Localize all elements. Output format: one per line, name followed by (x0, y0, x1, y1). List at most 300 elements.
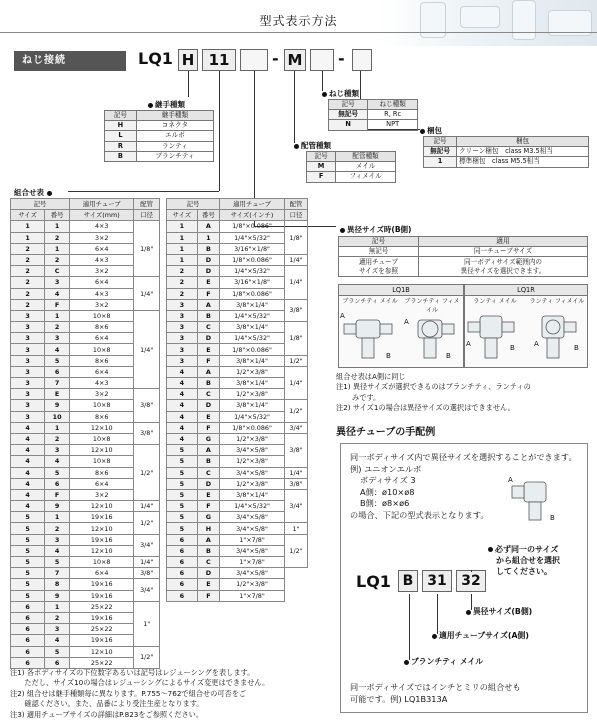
packaging-table: 記号 梱包 無記号 クリーン梱包 class M3.5相当 1 標準梱包 class M5.5相当 (423, 136, 589, 168)
tube-size-cell: 1/2"×3/8" (220, 433, 285, 444)
tube-size-cell: 10×8 (70, 456, 134, 467)
code-cell: 3 (11, 366, 45, 377)
port-size-cell: 3/8" (284, 433, 307, 467)
code-cell: C (197, 322, 219, 333)
table-row (11, 568, 160, 579)
code-cell: F (197, 590, 219, 601)
code-cell: 3 (45, 624, 70, 635)
code-cell: 1 (45, 601, 70, 612)
diff-size-label: 異径サイズ時(B側) (340, 224, 411, 235)
code-fitting-box: H (178, 49, 198, 71)
port-size-cell: 1/4" (284, 366, 307, 400)
code-cell: F (45, 489, 70, 500)
code-cell: A (197, 445, 219, 456)
tube-size-cell: 19×16 (70, 635, 134, 646)
label-b: B (550, 514, 555, 522)
howto-line: 可能です。例) LQ1B313A (350, 693, 448, 704)
label-b: B (446, 352, 451, 360)
port-size-cell: 1/8" (284, 221, 307, 255)
code-cell: 1 (167, 254, 198, 265)
code-cell: E (197, 411, 219, 422)
code-cell: 3 (11, 400, 45, 411)
code-cell: 3 (167, 299, 198, 310)
howto-footer (350, 682, 586, 705)
table-row (11, 310, 160, 321)
code-cell: 5 (167, 456, 198, 467)
code-cell: 2 (45, 254, 70, 265)
code-cell: 6 (11, 635, 45, 646)
tube-size-cell: 1/8"×0.086" (220, 288, 285, 299)
tube-size-cell: 3/16"×1/8" (220, 243, 285, 254)
code-cell: D (197, 266, 219, 277)
tube-size-cell: 1/4"×5/32" (220, 266, 285, 277)
code-cell: E (197, 579, 219, 590)
port-size-cell: 3/8" (134, 568, 160, 579)
port-size-cell: 1/2" (284, 400, 307, 422)
tube-size-cell: 3/4"×5/8" (220, 445, 285, 456)
tube-size-cell: 8×6 (70, 355, 134, 366)
howto-line: 例) ユニオンエルボ (350, 463, 422, 474)
fitting-illustrations (338, 296, 588, 368)
table-row (167, 422, 308, 433)
bullet-icon (488, 547, 493, 552)
tube-size-cell: 3/8"×1/4" (220, 299, 285, 310)
table-row (167, 366, 308, 377)
howto-line: 同一ボディサイズ内で異径サイズを選択することができます。 (350, 452, 577, 462)
table-row (167, 299, 308, 310)
table-row (11, 277, 160, 288)
code-cell: 9 (45, 590, 70, 601)
table-row (167, 221, 308, 232)
code-cell: C (197, 389, 219, 400)
tube-size-cell: 3/8"×1/4" (220, 400, 285, 411)
port-size-cell: 1/8" (134, 221, 160, 277)
code-cell: 3 (11, 344, 45, 355)
table-row (167, 568, 308, 579)
howto-line: の場合、下記の型式表示となります。 (350, 509, 489, 520)
tube-size-cell: 3/4"×5/8" (220, 545, 285, 556)
footnotes (10, 668, 340, 720)
code-cell: 4 (45, 635, 70, 646)
combo-caption: 組合せ表 (14, 187, 54, 198)
tube-size-cell: 1/2"×3/8" (220, 478, 285, 489)
title-divider (0, 32, 597, 33)
code-cell: 3 (11, 411, 45, 422)
thread-type-label: ねじ種類 (322, 88, 359, 99)
table-row (11, 646, 160, 657)
footnote: 注3) 適用チューブサイズの詳細はP.823をご参照ください。 (10, 709, 204, 719)
leader-line (188, 71, 189, 97)
tube-size-cell: 1/4"×5/32" (220, 411, 285, 422)
panel-header: LQ1B (339, 285, 463, 296)
code-cell: 2 (45, 232, 70, 243)
tube-size-cell: 1"×7/8" (220, 557, 285, 568)
port-size-cell: 3/4" (134, 579, 160, 601)
code-cell: 4 (11, 489, 45, 500)
tube-size-cell: 12×10 (70, 501, 134, 512)
code-cell: G (197, 433, 219, 444)
tube-size-cell: 1/4"×5/32" (220, 232, 285, 243)
code-cell: 5 (167, 512, 198, 523)
code-cell: 1 (45, 310, 70, 321)
tube-size-cell: 12×10 (70, 545, 134, 556)
label-a: A (466, 340, 471, 348)
code-cell: 6 (11, 624, 45, 635)
code-cell: 5 (167, 478, 198, 489)
code-cell: 4 (11, 433, 45, 444)
code-cell: G (197, 512, 219, 523)
panel-header: LQ1R (465, 285, 587, 296)
combo-table-mm: 記号 適用チューブ 配管 サイズ 番号 サイズ(mm) 口径 1 1 4×3 1/8" 1 2 3×2 2 1 6×4 2 2 4×3 2 C 3×2 2 3 6×4 1/4" 2 4 4×3 2 F 3×2 3 1 10×8 1/4" 3 2 8×6 3 3 6×4 3 4 10×8 3 5 8×6 3 6 6×4 3 7 4×3 3 E 3×2 3/8" 3 9 10×8 3 10 8×6 4 1 12×10 3/8" 4 2 10×8 4 3 12×10 1/2" 4 4 10×8 4 5 8×6 4 6 6×4 4 F 3×2 4 9 12×10 1/4" 5 1 19×16 1/2" 5 2 12×10 5 3 19×16 3/4" 5 4 12×10 5 5 10×8 1/4" 5 7 6×4 3/8" 5 8 19×16 3/4" 5 9 19×16 6 1 25×22 1" 6 2 19×16 6 3 25×22 6 4 19×16 6 5 12×10 1/2" 6 6 25×22 (10, 198, 160, 669)
code-cell: E (197, 489, 219, 500)
code-cell: C (45, 266, 70, 277)
code-cell: 2 (11, 243, 45, 254)
port-size-cell: 1" (134, 601, 160, 646)
code-cell: 4 (167, 378, 198, 389)
table-row: F フィメイル (307, 172, 396, 182)
code-dash: - (338, 49, 345, 68)
tube-size-cell: 1/8"×0.086" (220, 221, 285, 232)
code-cell: 5 (167, 445, 198, 456)
tube-size-cell: 25×22 (70, 624, 134, 635)
code-cell: 4 (167, 389, 198, 400)
table-row (167, 355, 308, 366)
bullet-icon (466, 610, 471, 615)
table-row: 1 標準梱包 class M5.5相当 (424, 157, 589, 167)
code-cell: 3 (167, 333, 198, 344)
table-row (167, 534, 308, 545)
code-dash: - (272, 49, 279, 68)
tube-size-cell: 19×16 (70, 579, 134, 590)
code-cell: F (197, 422, 219, 433)
code-cell: A (197, 221, 219, 232)
note-text: 組合せ表はA側に同じ (336, 372, 406, 381)
table-row (11, 557, 160, 568)
howto-line: B側：ø8×ø6 (360, 498, 410, 509)
page-title: 型式表示方法 (259, 14, 338, 28)
tube-size-cell: 12×10 (70, 523, 134, 534)
code-cell: 1 (11, 232, 45, 243)
code-cell: D (197, 478, 219, 489)
code-cell: D (197, 400, 219, 411)
table-row (11, 445, 160, 456)
code-cell: 4 (167, 433, 198, 444)
code-thread-box (310, 49, 334, 71)
table-row (11, 579, 160, 590)
bullet-icon (148, 103, 153, 108)
code-cell: F (197, 355, 219, 366)
code-cell: 3 (11, 378, 45, 389)
code-cell: 1 (45, 512, 70, 523)
tube-size-cell: 4×3 (70, 254, 134, 265)
code-cell: 4 (11, 478, 45, 489)
footnote: ただし、サイズ10の場合はレジューシングによるサイズ変更はできません。 (10, 678, 270, 688)
code-cell: C (197, 557, 219, 568)
port-size-cell: 3/8" (284, 478, 307, 489)
table-row (167, 523, 308, 534)
code-box: B (398, 570, 418, 592)
code-cell: 3 (11, 310, 45, 321)
code-cell: 5 (45, 355, 70, 366)
tube-size-cell: 6×4 (70, 568, 134, 579)
code-cell: 5 (167, 523, 198, 534)
code-cell: 6 (167, 545, 198, 556)
code-cell: 5 (11, 590, 45, 601)
tube-size-cell: 19×16 (70, 512, 134, 523)
table-row (167, 467, 308, 478)
port-size-cell: 1/2" (284, 534, 307, 568)
label-diff-size: 異径サイズ(B側) (466, 606, 532, 617)
code-cell: 7 (45, 568, 70, 579)
tube-size-cell: 3/8"×1/4" (220, 489, 285, 500)
code-cell: 5 (11, 512, 45, 523)
code-cell: 3 (11, 355, 45, 366)
port-size-cell: 1/2" (284, 355, 307, 366)
code-cell: 2 (45, 322, 70, 333)
tube-size-cell: 1/4"×5/32" (220, 501, 285, 512)
table-row (167, 433, 308, 444)
port-size-cell: 1/4" (134, 557, 160, 568)
table-row: 適用チューブ サイズを参照 同一ボディサイズ範囲内の 異径サイズを選択できます。 (339, 257, 588, 277)
code-cell: 5 (11, 557, 45, 568)
tube-size-cell: 4×3 (70, 378, 134, 389)
code-cell: 2 (11, 277, 45, 288)
code-cell: 6 (11, 601, 45, 612)
label-tube-size: 適用チューブサイズ(A側) (432, 630, 529, 641)
piping-type-label: 配管種類 (294, 140, 331, 151)
bullet-icon (404, 660, 409, 665)
code-cell: 4 (11, 467, 45, 478)
tube-size-cell: 8×6 (70, 411, 134, 422)
code-cell: C (197, 467, 219, 478)
leader-line (294, 71, 295, 143)
port-size-cell: 1" (284, 523, 307, 534)
table-row (11, 422, 160, 433)
code-packaging-box (352, 49, 372, 71)
label-a: A (404, 318, 409, 326)
bullet-icon (322, 92, 327, 97)
tube-size-cell: 1/8"×0.086" (220, 254, 285, 265)
table-row: 無記号 R, Rc (329, 110, 418, 120)
code-cell: 6 (167, 534, 198, 545)
code-cell: 1 (167, 232, 198, 243)
tube-size-cell: 19×16 (70, 590, 134, 601)
fitting-type-label: 継手種類 (148, 99, 185, 110)
tube-size-cell: 8×6 (70, 467, 134, 478)
code-cell: 5 (45, 467, 70, 478)
code-cell: H (197, 523, 219, 534)
packaging-label: 梱包 (420, 125, 442, 136)
label-a: A (340, 312, 345, 320)
tube-size-cell: 1/4"×5/32" (220, 333, 285, 344)
code-cell: A (197, 366, 219, 377)
bullet-icon (432, 634, 437, 639)
tube-size-cell: 6×4 (70, 478, 134, 489)
code-cell: B (197, 456, 219, 467)
fitting-type-table: 記号 継手種類 H コネクタ L エルボ R ランティ B ブランチティ (104, 110, 214, 162)
code-cell: 4 (11, 456, 45, 467)
code-cell: A (197, 534, 219, 545)
code-cell: E (45, 389, 70, 400)
label-a: A (534, 340, 539, 348)
illus-caption: ブランチティ フィメイル (404, 298, 460, 314)
code-cell: B (197, 310, 219, 321)
code-cell: D (197, 333, 219, 344)
tube-size-cell: 19×16 (70, 612, 134, 623)
tube-size-cell: 1/2"×3/8" (220, 366, 285, 377)
tube-size-cell: 3/8"×1/4" (220, 355, 285, 366)
table-row (11, 389, 160, 400)
table-row (167, 266, 308, 277)
code-size-box: 11 (202, 49, 236, 71)
code-box: 32 (456, 570, 486, 592)
code-cell: A (197, 299, 219, 310)
code-cell: 5 (167, 501, 198, 512)
code-cell: 3 (167, 310, 198, 321)
code-cell: B (197, 378, 219, 389)
code-cell: 6 (167, 568, 198, 579)
code-cell: 6 (45, 478, 70, 489)
footnote: 確認ください。また、品番により受注生産となります。 (10, 699, 204, 709)
code-cell: 2 (167, 277, 198, 288)
label-b: B (386, 352, 391, 360)
code-cell: 3 (45, 445, 70, 456)
code-cell: 7 (45, 378, 70, 389)
port-size-cell: 3/4" (284, 489, 307, 523)
tube-size-cell: 1/4"×5/32" (220, 310, 285, 321)
tube-size-cell: 1/2"×3/8" (220, 579, 285, 590)
tube-size-cell: 19×16 (70, 534, 134, 545)
code-cell: 4 (45, 545, 70, 556)
label-b: B (574, 344, 579, 352)
howto-title: 異径チューブの手配例 (336, 427, 436, 438)
code-cell: 4 (167, 366, 198, 377)
code-cell: 5 (11, 579, 45, 590)
label-a: A (508, 476, 513, 484)
code-diff-box (240, 49, 268, 71)
tube-size-cell: 3/4"×5/8" (220, 523, 285, 534)
code-cell: 2 (167, 266, 198, 277)
illus-caption: ブランチティ メイル (342, 298, 398, 305)
code-cell: 9 (45, 400, 70, 411)
code-cell: F (45, 299, 70, 310)
code-cell: 1 (197, 232, 219, 243)
section-badge: ねじ接続 (14, 51, 126, 71)
note-text: みです。 (352, 392, 381, 402)
tube-size-cell: 12×10 (70, 646, 134, 657)
union-elbow-drawing (508, 470, 578, 530)
code-cell: B (197, 545, 219, 556)
code-cell: 1 (167, 221, 198, 232)
tube-size-cell: 12×10 (70, 445, 134, 456)
code-cell: 10 (45, 411, 70, 422)
tube-size-cell: 3×2 (70, 232, 134, 243)
port-size-cell: 1/4" (284, 266, 307, 300)
tube-size-cell: 12×10 (70, 422, 134, 433)
tube-size-cell: 3/4"×5/8" (220, 512, 285, 523)
callout: 必ず同一のサイズ から組合せを選択 してください。 (488, 544, 560, 577)
tube-size-cell: 8×6 (70, 322, 134, 333)
code-cell: E (197, 344, 219, 355)
tube-size-cell: 3×2 (70, 266, 134, 277)
code-cell: 3 (11, 333, 45, 344)
table-row: R ランティ (105, 141, 214, 151)
table-row (167, 489, 308, 500)
code-cell: 9 (45, 501, 70, 512)
code-cell: B (197, 243, 219, 254)
code-cell: F (197, 288, 219, 299)
code-cell: 5 (167, 467, 198, 478)
code-cell: 4 (11, 422, 45, 433)
code-cell: 4 (167, 422, 198, 433)
port-size-cell: 3/4" (134, 534, 160, 556)
code-cell: 6 (167, 590, 198, 601)
code-cell: 2 (45, 523, 70, 534)
code-cell: 6 (45, 657, 70, 668)
leader-line (219, 71, 220, 191)
footnote: 注1) 各ボディサイズの下位数字あるいは記号はレジューシングを表します。 (10, 668, 255, 677)
table-row: 無記号 クリーン梱包 class M3.5相当 (424, 147, 589, 157)
code-cell: F (197, 501, 219, 512)
table-row (11, 501, 160, 512)
code-cell: 5 (11, 534, 45, 545)
footnote: 注2) 組合せは継手種類毎に異なります。P.755〜762で組合せの可否をご (10, 688, 247, 698)
tube-size-cell: 3/8"×1/4" (220, 378, 285, 389)
table-row: B ブランチティ (105, 151, 214, 161)
port-size-cell: 1/8" (284, 322, 307, 356)
port-size-cell: 1/4" (284, 467, 307, 478)
howto-line: A側：ø10×ø8 (360, 486, 415, 497)
code-cell: 2 (167, 288, 198, 299)
table-row (167, 322, 308, 333)
table-row: H コネクタ (105, 121, 214, 131)
illus-caption: ランティ メイル (473, 298, 517, 305)
tube-size-cell: 6×4 (70, 333, 134, 344)
piping-type-table: 記号 配管種類 M メイル F フィメイル (306, 151, 396, 183)
table-row (11, 221, 160, 232)
tube-size-cell: 10×8 (70, 344, 134, 355)
tube-size-cell: 3/8"×1/4" (220, 322, 285, 333)
tube-size-cell: 1"×7/8" (220, 534, 285, 545)
bullet-icon (294, 144, 299, 149)
code-cell: E (197, 277, 219, 288)
tube-size-cell: 6×4 (70, 277, 134, 288)
tube-size-cell: 1/8"×0.086" (220, 344, 285, 355)
code-cell: 2 (11, 266, 45, 277)
tube-size-cell: 1/2"×3/8" (220, 389, 285, 400)
port-size-cell: 1/2" (134, 646, 160, 668)
tube-size-cell: 10×8 (70, 310, 134, 321)
tube-size-cell: 1/2"×3/8" (220, 456, 285, 467)
tube-size-cell: 10×8 (70, 433, 134, 444)
code-cell: 1 (45, 243, 70, 254)
code-cell: 6 (167, 579, 198, 590)
code-cell: 5 (11, 523, 45, 534)
table-row (167, 590, 308, 601)
code-cell: D (197, 568, 219, 579)
tube-size-cell: 3×2 (70, 299, 134, 310)
tube-size-cell: 10×8 (70, 400, 134, 411)
howto-line: 同一ボディサイズではインチとミリの組合せも (350, 682, 521, 692)
code-cell: 6 (45, 366, 70, 377)
tube-size-cell: 6×4 (70, 366, 134, 377)
tube-size-cell: 1"×7/8" (220, 590, 285, 601)
code-box: 31 (422, 570, 452, 592)
tube-size-cell: 4×3 (70, 221, 134, 232)
code-cell: 4 (45, 344, 70, 355)
code-cell: 4 (45, 456, 70, 467)
tube-size-cell: 3/4"×5/8" (220, 568, 285, 579)
